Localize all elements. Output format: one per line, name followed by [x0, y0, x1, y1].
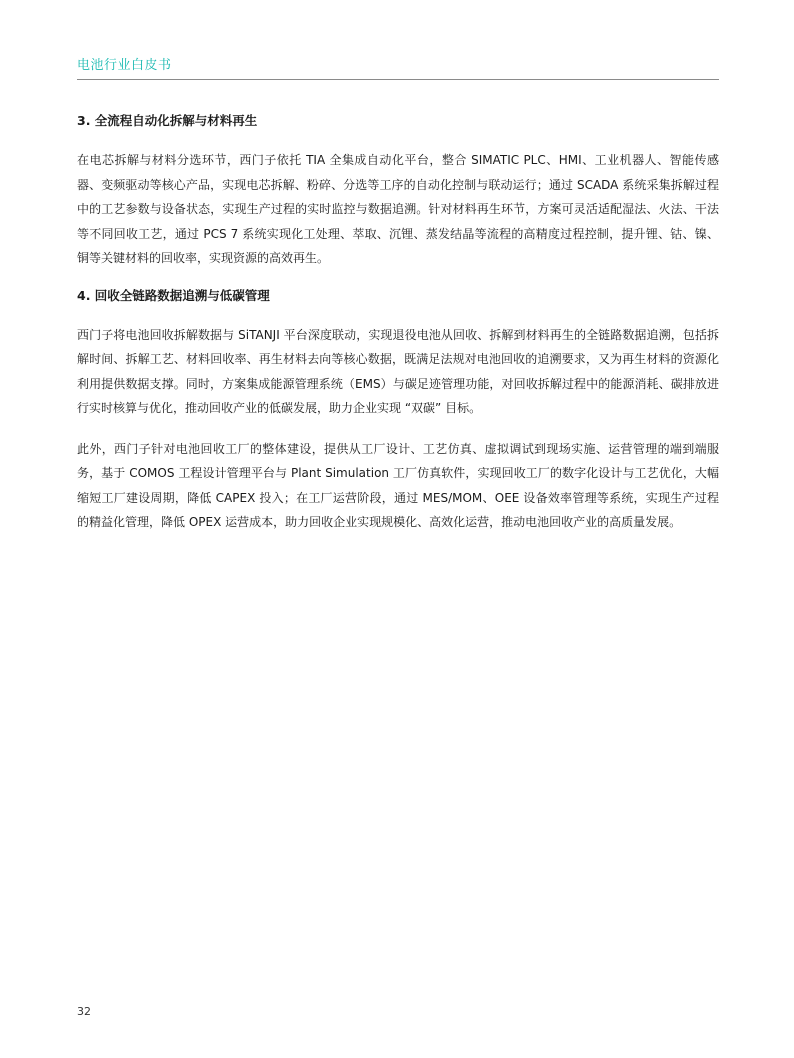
header-title: 电池行业白皮书 [77, 58, 172, 73]
section-heading: 4. 回收全链路数据追溯与低碳管理 [77, 287, 270, 303]
section-heading: 3. 全流程自动化拆解与材料再生 [77, 113, 258, 128]
page-content [77, 112, 719, 551]
header-divider [77, 79, 719, 80]
section-data-traceability [77, 287, 719, 535]
paragraph: 在电芯拆解与材料分选环节，西门子依托 TIA 全集成自动化平台，整合 SIMATIC PLC、HMI、工业机器人、智能传感器、变频驱动等核心产品，实现电芯拆解、粉碎、分选等工序的自动化控制与联动运行；通过 SCADA 系统采集拆解过程中的工艺参数与设备状态，实现生产过程的实时监控与数据追溯。针对材料再生环节，方案可灵活适配湿法、火法、干法等不同回收工艺，通过 PCS 7 系统实现化工处理、萃取、沉锂、蒸发结晶等流程的高精度过程控制，提升锂、钴、镍、铜等关键材料的回收率，实现资源的高效再生。 [77, 153, 719, 265]
section-automated-disassembly [77, 112, 719, 271]
paragraph: 西门子将电池回收拆解数据与 SiTANJI 平台深度联动，实现退役电池从回收、拆解到材料再生的全链路数据追溯，包括拆解时间、拆解工艺、材料回收率、再生材料去向等核心数据，既满足法规对电池回收的追溯要求，又为再生材料的资源化利用提供数据支撑。同时，方案集成能源管理系统（EMS）与碳足迹管理功能，对回收拆解过程中的能源消耗、碳排放进行实时核算与优化，推动回收产业的低碳发展，助力企业实现 “双碳” 目标。 [77, 327, 719, 415]
page-number: 32 [77, 1005, 91, 1018]
paragraph: 此外，西门子针对电池回收工厂的整体建设，提供从工厂设计、工艺仿真、虚拟调试到现场实施、运营管理的端到端服务，基于 COMOS 工程设计管理平台与 Plant Simulation 工厂仿真软件，实现回收工厂的数字化设计与工艺优化，大幅缩短工厂建设周期，降低 CAPEX 投入；在工厂运营阶段，通过 MES/MOM、OEE 设备效率管理等系统，实现生产过程的精益化管理，降低 OPEX 运营成本，助力回收企业实现规模化、高效化运营，推动电池回收产业的高质量发展。 [77, 441, 719, 529]
